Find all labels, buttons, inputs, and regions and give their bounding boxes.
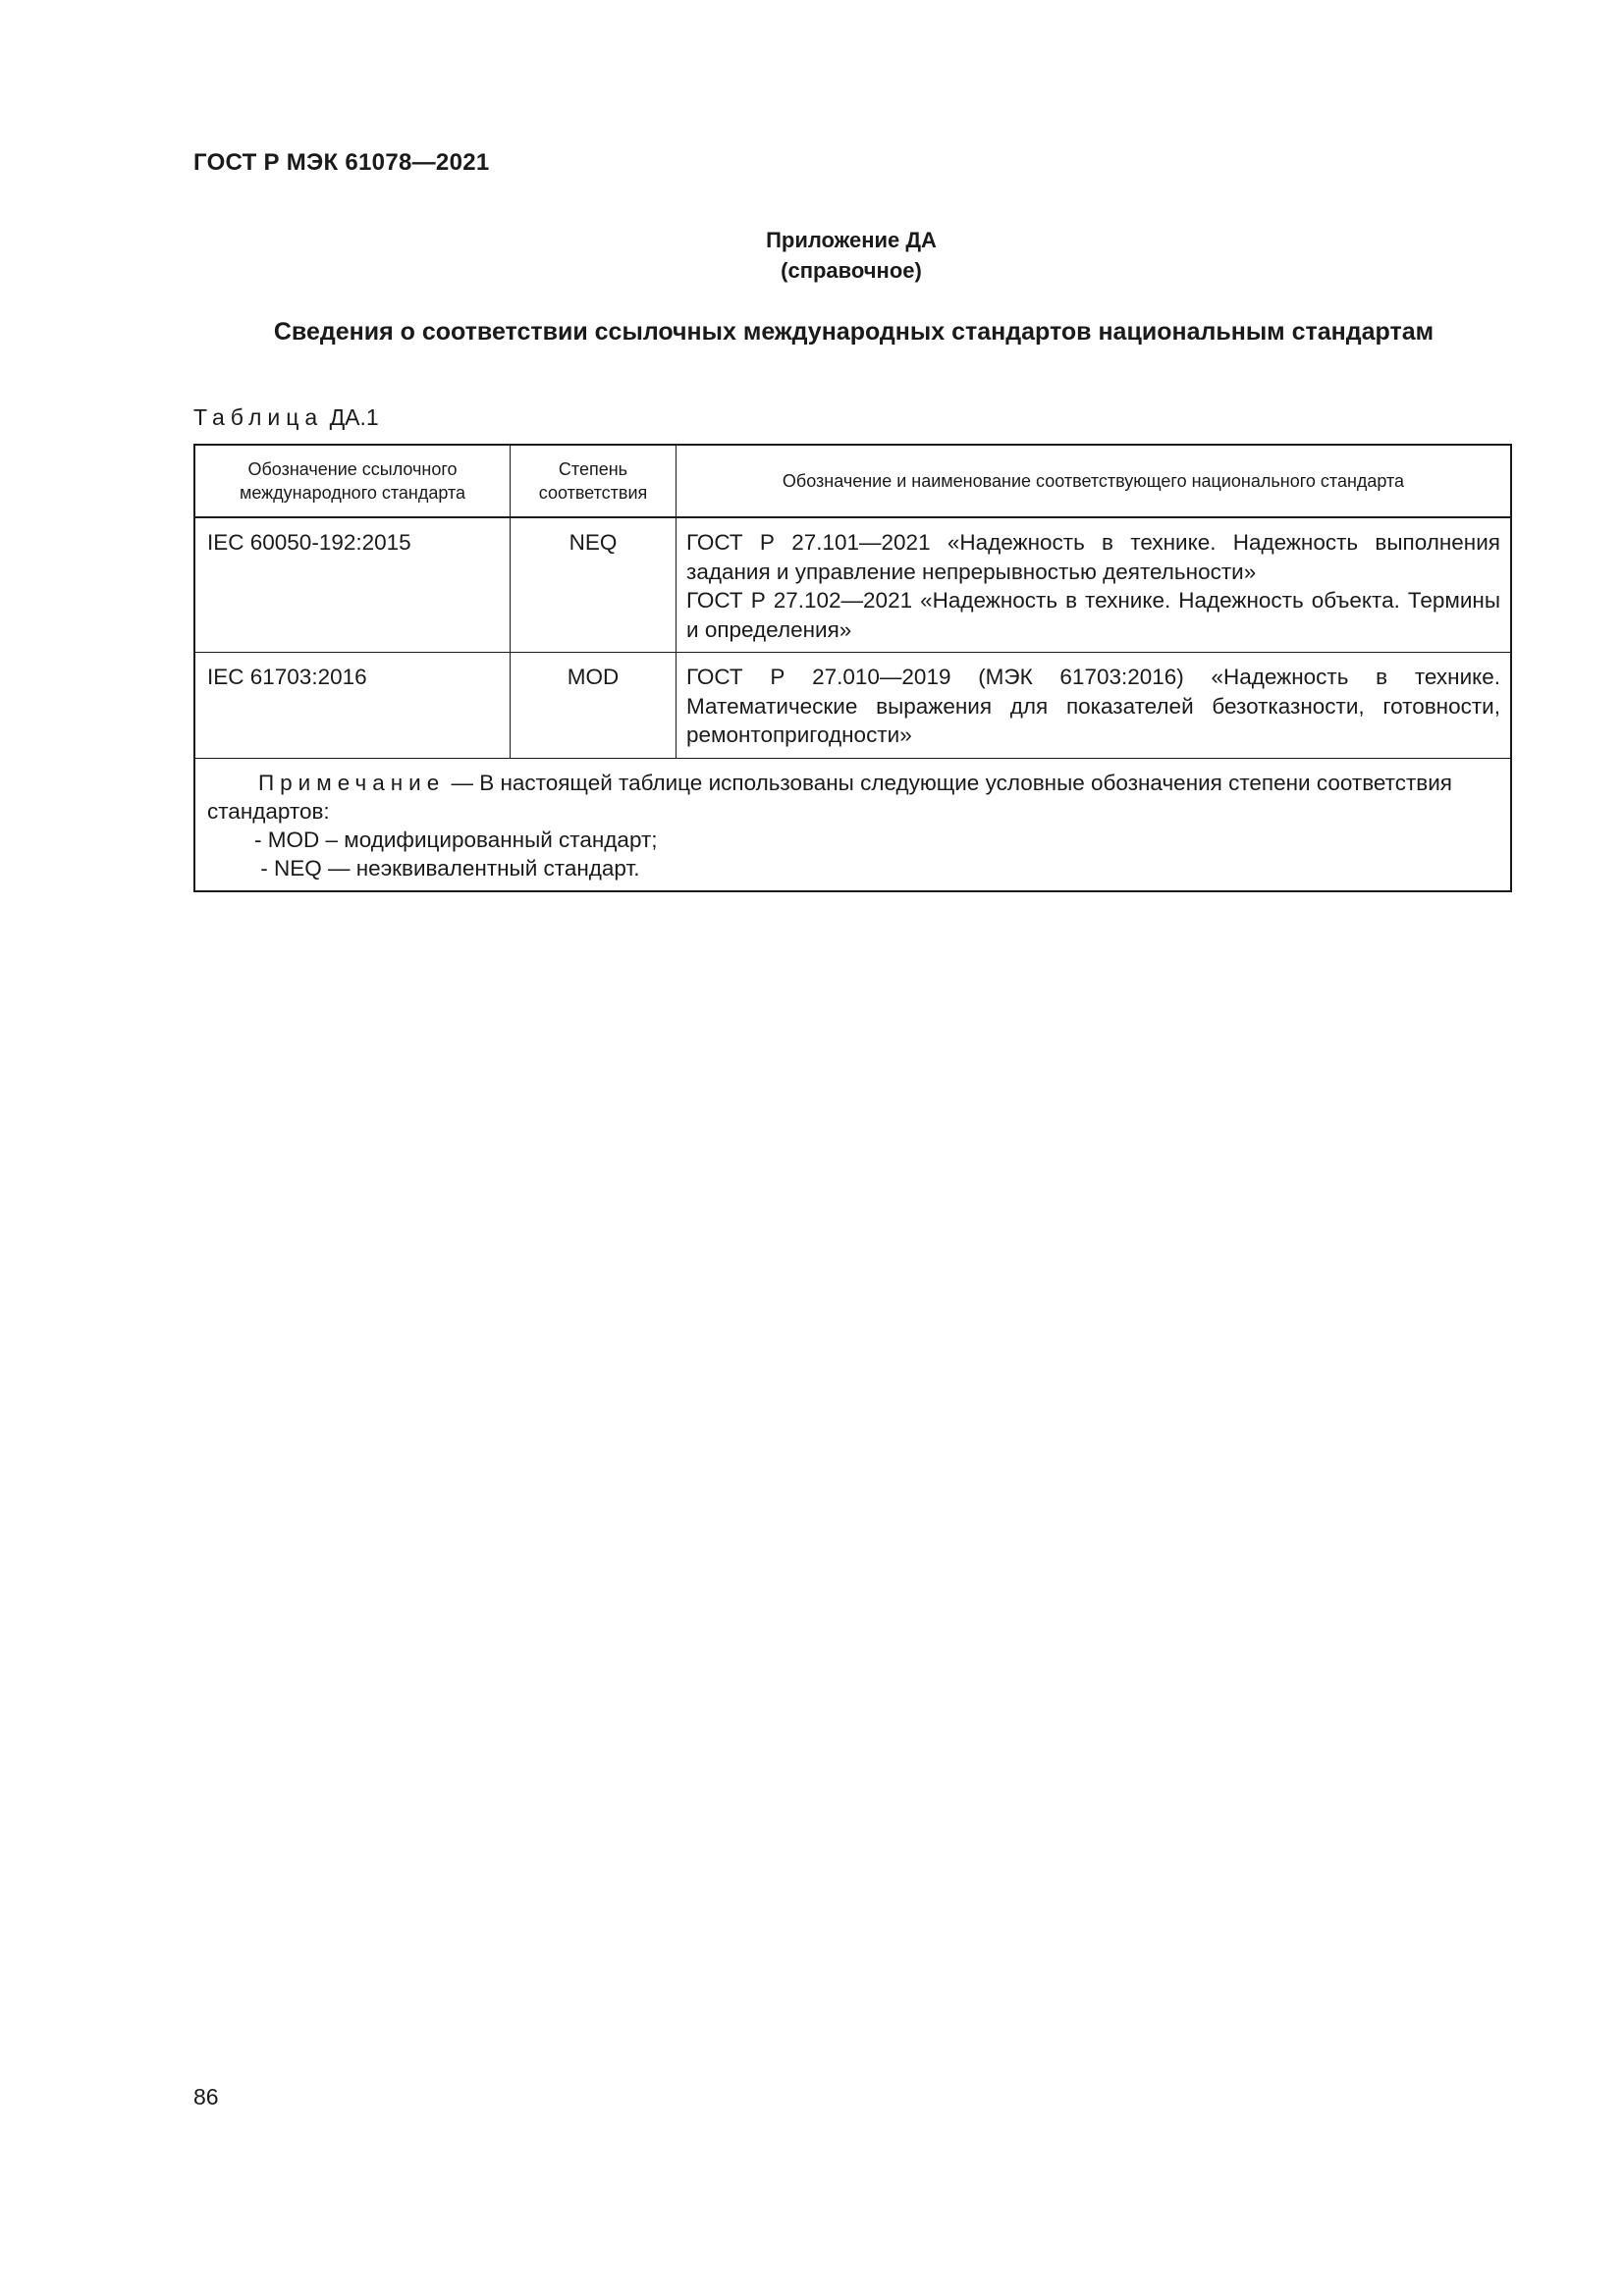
header-col2-line1: Степень bbox=[558, 459, 628, 479]
table-note bbox=[194, 758, 1511, 891]
national-standard-entry: ГОСТ Р 27.010—2019 (МЭК 61703:2016) «Надежность в технике. Математические выражения для показателей безотказности, готовности, ремонтопригодности» bbox=[686, 665, 1500, 747]
cell-national-standard bbox=[677, 653, 1512, 759]
correspondence-table bbox=[193, 444, 1512, 892]
page-number: 86 bbox=[193, 2084, 219, 2109]
table-caption-number: ДА.1 bbox=[329, 404, 379, 430]
document-code: ГОСТ Р МЭК 61078—2021 bbox=[193, 149, 490, 176]
table-caption bbox=[193, 404, 379, 431]
header-col1-line1: Обозначение ссылочного bbox=[247, 459, 458, 479]
table-header-row bbox=[194, 445, 1511, 517]
cell-degree: NEQ bbox=[511, 517, 677, 653]
cell-degree: MOD bbox=[511, 653, 677, 759]
note-item-mod: - MOD – модифицированный стандарт; bbox=[254, 827, 658, 852]
cell-international-code: IEC 60050-192:2015 bbox=[194, 517, 511, 653]
appendix-type: (справочное) bbox=[781, 258, 922, 283]
table-row bbox=[194, 517, 1511, 653]
note-label: Примечание bbox=[258, 770, 446, 795]
note-item-neq: - NEQ — неэквивалентный стандарт. bbox=[254, 855, 640, 881]
national-standard-entry: ГОСТ Р 27.102—2021 «Надежность в технике. Надежность объекта. Термины и определения» bbox=[686, 588, 1500, 642]
header-col1-line2: международного стандарта bbox=[239, 483, 466, 503]
table-caption-word: Таблица bbox=[193, 404, 324, 430]
appendix-title: Приложение ДА bbox=[766, 228, 937, 252]
section-heading: Сведения о соответствии ссылочных международных стандартов национальным стандартам bbox=[273, 318, 1435, 346]
table-row bbox=[194, 653, 1511, 759]
note-body: — В настоящей таблице использованы следующие условные обозначения степени соответствия стандартов: bbox=[207, 770, 1452, 824]
national-standard-entry: ГОСТ Р 27.101—2021 «Надежность в технике. Надежность выполнения задания и управление непрерывностью деятельности» bbox=[686, 530, 1500, 584]
header-national-standard: Обозначение и наименование соответствующего национального стандарта bbox=[677, 445, 1512, 517]
header-degree bbox=[511, 445, 677, 517]
note-text bbox=[207, 769, 1498, 826]
header-international-standard bbox=[194, 445, 511, 517]
cell-national-standard bbox=[677, 517, 1512, 653]
cell-international-code: IEC 61703:2016 bbox=[194, 653, 511, 759]
table-note-row bbox=[194, 758, 1511, 891]
header-col2-line2: соответствия bbox=[538, 483, 648, 503]
